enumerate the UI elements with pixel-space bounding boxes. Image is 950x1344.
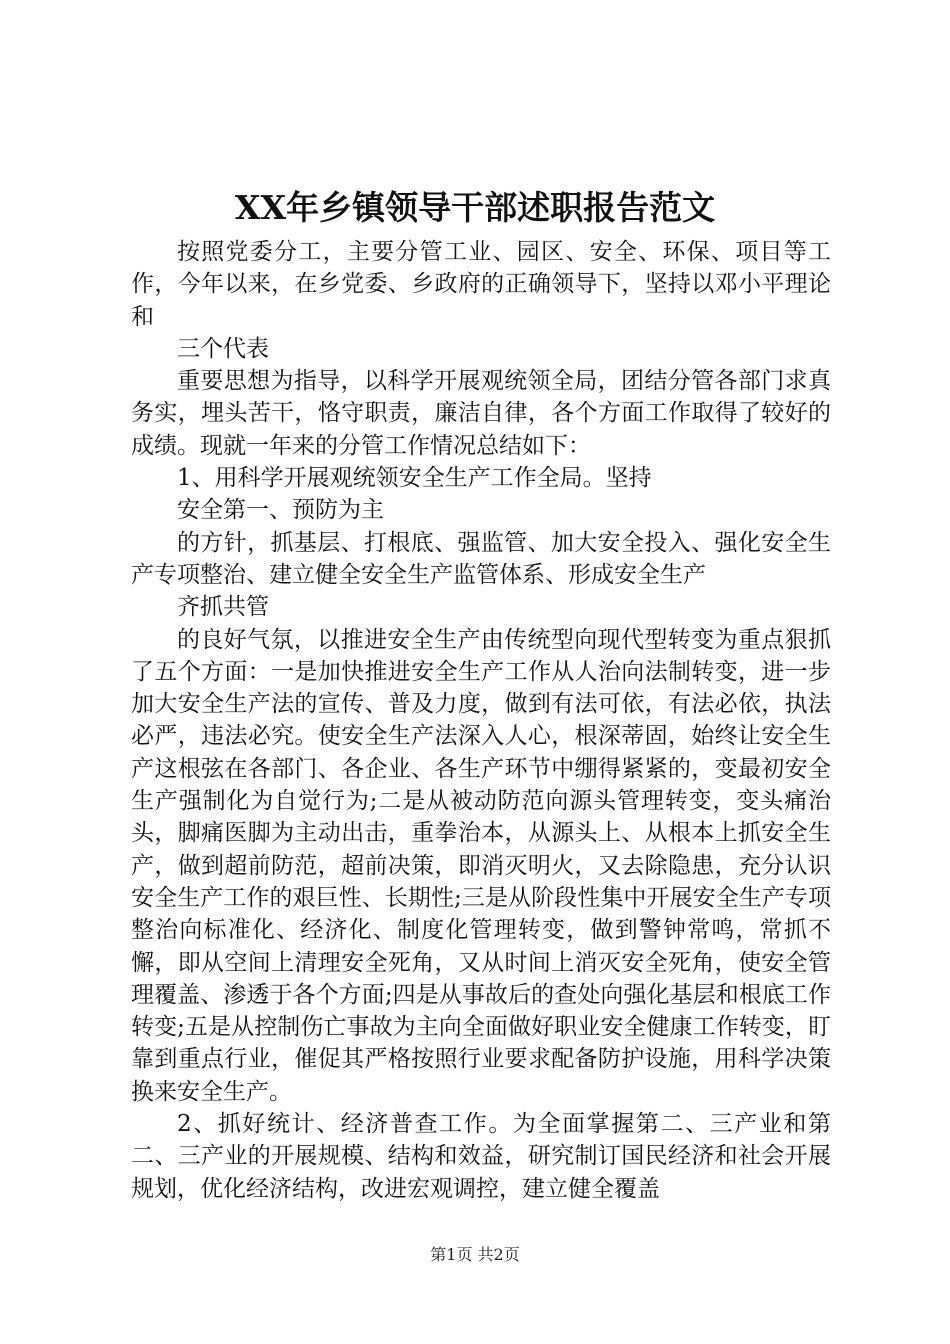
paragraph: 按照党委分工，主要分管工业、园区、安全、环保、项目等工作，今年以来，在乡党委、乡政府的正确领导下，坚持以邓小平理论和	[131, 239, 831, 330]
paragraph: 三个代表	[177, 335, 269, 362]
page-footer: 第1页 共2页	[430, 1245, 520, 1264]
paragraph: 齐抓共管	[177, 594, 269, 621]
paragraph: 1、用科学开展观统领安全生产工作全局。坚持	[177, 465, 652, 492]
document-body	[131, 236, 831, 1205]
document-title: XX年乡镇领导干部述职报告范文	[234, 188, 716, 227]
paragraph: 安全第一、预防为主	[177, 497, 384, 524]
paragraph: 重要思想为指导，以科学开展观统领全局，团结分管各部门求真务实，埋头苦干，恪守职责，廉洁自律，各个方面工作取得了较好的成绩。现就一年来的分管工作情况总结如下：	[131, 368, 831, 459]
paragraph: 2、抓好统计、经济普查工作。为全面掌握第二、三产业和第二、三产业的开展规模、结构和效益，研究制订国民经济和社会开展规划，优化经济结构，改进宏观调控，建立健全覆盖	[131, 1111, 831, 1202]
paragraph: 的良好气氛，以推进安全生产由传统型向现代型转变为重点狠抓了五个方面：一是加快推进安全生产工作从人治向法制转变，进一步加大安全生产法的宣传、普及力度，做到有法可依，有法必依，执法必严，违法必究。使安全生产法深入人心，根深蒂固，始终让安全生产这根弦在各部门、各企业、各生产环节中绷得紧紧的，变最初安全生产强制化为自觉行为;二是从被动防范向源头管理转变，变头痛治头，脚痛医脚为主动出击，重拳治本，从源头上、从根本上抓安全生产，做到超前防范，超前决策，即消灭明火，又去除隐患，充分认识安全生产工作的艰巨性、长期性;三是从阶段性集中开展安全生产专项整治向标准化、经济化、制度化管理转变，做到警钟常鸣，常抓不懈，即从空间上清理安全死角，又从时间上消灭安全死角，使安全管理覆盖、渗透于各个方面;四是从事故后的查处向强化基层和根底工作转变;五是从控制伤亡事故为主向全面做好职业安全健康工作转变，盯靠到重点行业，催促其严格按照行业要求配备防护设施，用科学决策换来安全生产。	[131, 626, 831, 1105]
paragraph: 的方针，抓基层、打根底、强监管、加大安全投入、强化安全生产专项整治、建立健全安全生产监管体系、形成安全生产	[131, 529, 831, 588]
